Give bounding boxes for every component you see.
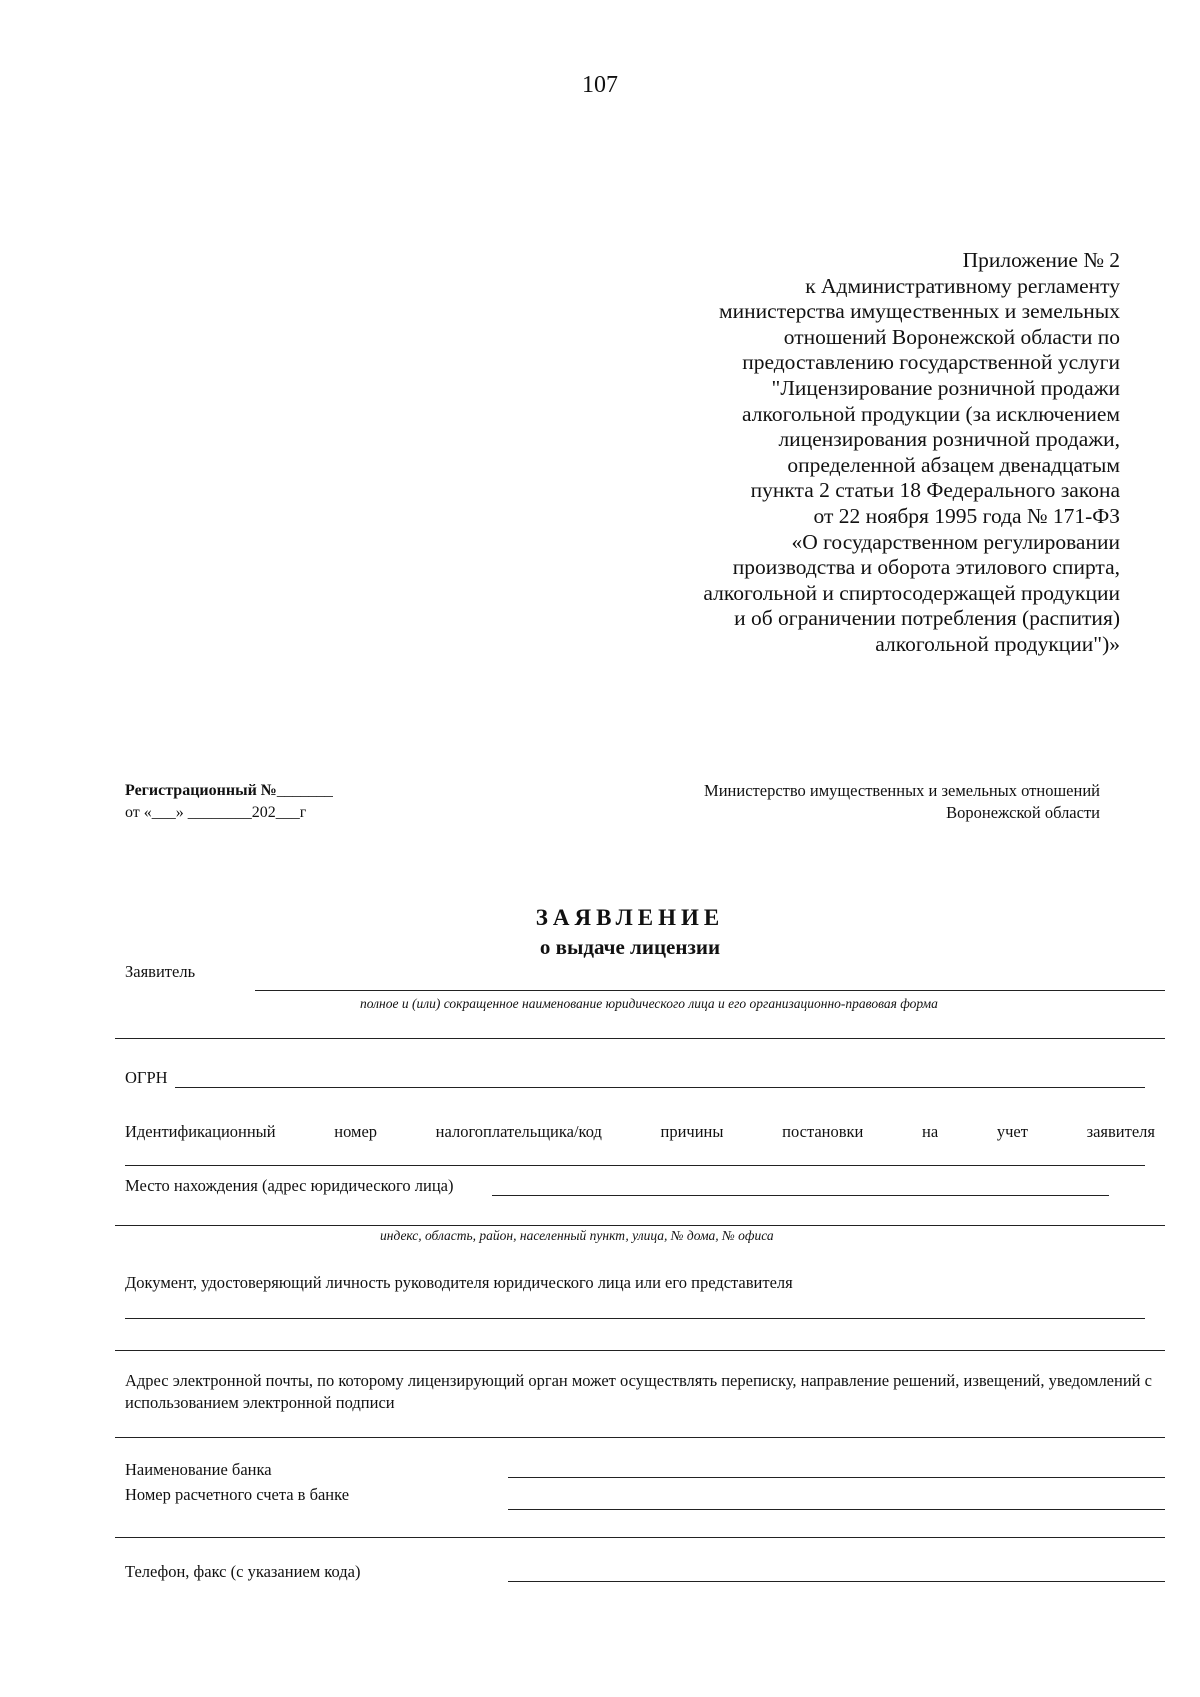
appendix-line: пункта 2 статьи 18 Федерального закона — [750, 478, 1120, 503]
inn-kpp-label-word: причины — [660, 1122, 724, 1141]
email-input-line[interactable] — [115, 1437, 1165, 1438]
applicant-input-line-2[interactable] — [115, 1038, 1165, 1039]
appendix-line: алкогольной и спиртосодержащей продукции — [703, 580, 1120, 605]
registration-number-blank[interactable]: _______ — [276, 782, 333, 799]
recipient-line-1: Министерство имущественных и земельных отношений — [704, 781, 1100, 800]
registration-number — [125, 780, 333, 802]
appendix-line: отношений Воронежской области по — [783, 324, 1120, 349]
applicant-label: Заявитель — [125, 962, 196, 981]
inn-kpp-label-word: учет — [996, 1122, 1028, 1141]
registration-block — [125, 780, 333, 824]
applicant-hint: полное и (или) сокращенное наименование юридического лица и его организационно-правовая форма — [360, 996, 938, 1011]
applicant-input-line[interactable] — [255, 990, 1165, 991]
appendix-line: алкогольной продукции (за исключением — [742, 401, 1120, 426]
page-number: 107 — [582, 72, 618, 98]
document-subtitle: о выдаче лицензии — [539, 935, 721, 959]
appendix-line: министерства имущественных и земельных — [719, 299, 1120, 324]
document-title: ЗАЯВЛЕНИЕ — [535, 905, 725, 930]
inn-kpp-label — [125, 1122, 1155, 1142]
appendix-line: определенной абзацем двенадцатым — [787, 452, 1120, 477]
ogrn-input-line[interactable] — [175, 1087, 1145, 1088]
ogrn-label: ОГРН — [125, 1068, 168, 1087]
identity-document-input-line-2[interactable] — [115, 1350, 1165, 1351]
phone-input-line[interactable] — [508, 1581, 1165, 1582]
inn-kpp-label-word: на — [922, 1122, 939, 1141]
appendix-line: алкогольной продукции")» — [875, 631, 1120, 656]
phone-label: Телефон, факс (с указанием кода) — [125, 1562, 361, 1581]
recipient-line-2: Воронежской области — [946, 803, 1100, 822]
bank-name-input-line[interactable] — [508, 1477, 1165, 1478]
appendix-line: и об ограничении потребления (распития) — [734, 606, 1120, 631]
email-label: Адрес электронной почты, по которому лицензирующий орган может осуществлять переписку, направление решений, извещений, уведомлений с использованием электронной подписи — [125, 1371, 1152, 1412]
appendix-line: производства и оборота этилового спирта, — [732, 555, 1120, 580]
address-hint: индекс, область, район, населенный пункт, улица, № дома, № офиса — [380, 1228, 774, 1243]
address-input-line[interactable] — [492, 1195, 1109, 1196]
identity-document-label: Документ, удостоверяющий личность руководителя юридического лица или его представителя — [125, 1273, 793, 1292]
recipient-block — [704, 780, 1100, 824]
inn-kpp-label-word: постановки — [782, 1122, 864, 1141]
appendix-line: «О государственном регулировании — [791, 529, 1120, 554]
inn-kpp-label-word: Идентификационный — [125, 1122, 276, 1141]
bank-separator-line — [115, 1537, 1165, 1538]
appendix-line: к Административному регламенту — [805, 273, 1120, 298]
registration-number-label: Регистрационный № — [125, 782, 277, 799]
bank-account-input-line[interactable] — [508, 1509, 1165, 1510]
address-input-line-2[interactable] — [115, 1225, 1165, 1226]
inn-kpp-label-word: налогоплательщика/код — [435, 1122, 602, 1141]
address-label: Место нахождения (адрес юридического лица) — [125, 1176, 454, 1195]
appendix-line: "Лицензирование розничной продажи — [771, 375, 1120, 400]
appendix-line: предоставлению государственной услуги — [742, 350, 1120, 375]
inn-kpp-input-line[interactable] — [125, 1165, 1145, 1166]
identity-document-input-line[interactable] — [125, 1318, 1145, 1319]
bank-account-label: Номер расчетного счета в банке — [125, 1485, 350, 1504]
inn-kpp-label-word: номер — [334, 1122, 378, 1141]
bank-name-label: Наименование банка — [125, 1460, 272, 1479]
appendix-header — [560, 248, 1120, 658]
appendix-line: лицензирования розничной продажи, — [778, 427, 1120, 452]
appendix-line: Приложение № 2 — [962, 248, 1120, 272]
appendix-line: от 22 ноября 1995 года № 171-ФЗ — [813, 503, 1120, 528]
inn-kpp-label-word: заявителя — [1086, 1122, 1155, 1141]
registration-date[interactable]: от «___» ________202___г — [125, 804, 307, 821]
